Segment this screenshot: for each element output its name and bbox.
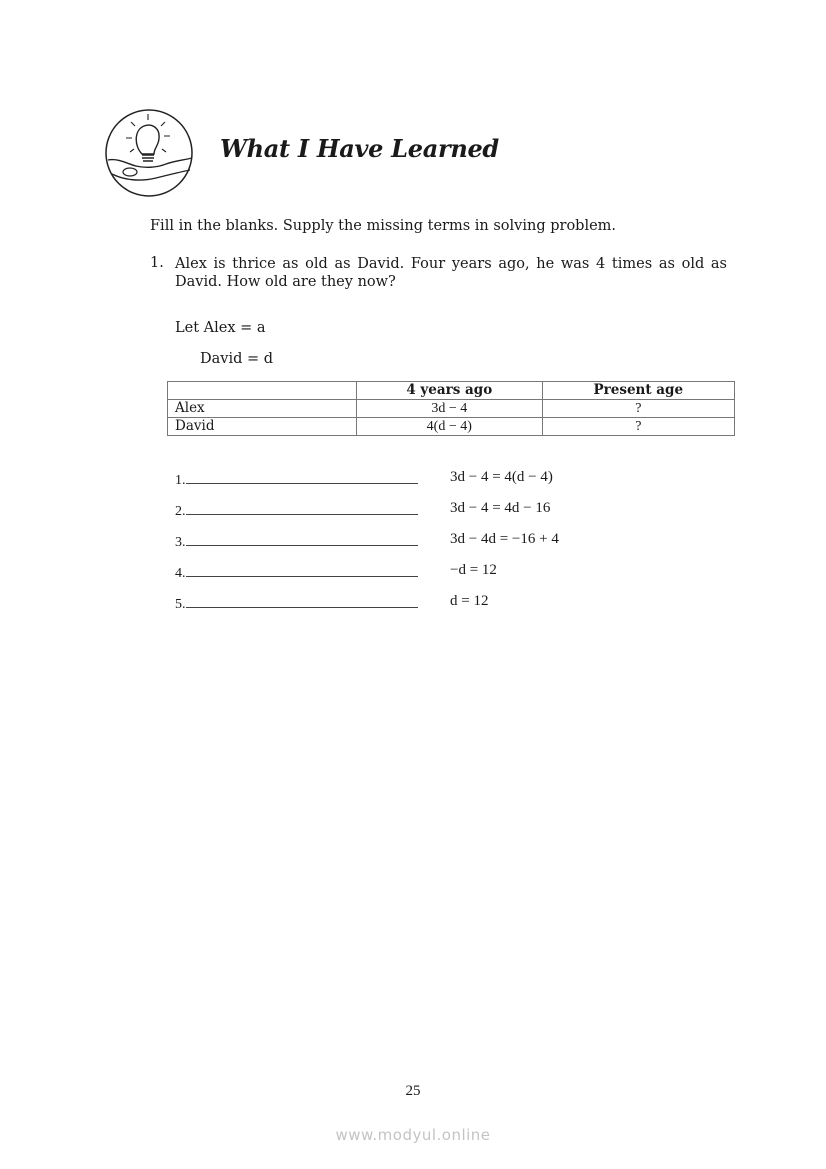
step-equation: 3d − 4d = −16 + 4 bbox=[450, 531, 559, 547]
table-row bbox=[168, 400, 735, 418]
step-label: 4. bbox=[175, 566, 186, 581]
instructions: Fill in the blanks. Supply the missing terms in solving problem. bbox=[150, 218, 617, 234]
step-blank[interactable] bbox=[175, 469, 418, 489]
step-blank[interactable] bbox=[175, 531, 418, 551]
let-alex: Let Alex = a bbox=[175, 320, 266, 336]
table-row bbox=[168, 418, 735, 436]
step-label: 5. bbox=[175, 597, 186, 612]
problem-number: 1. bbox=[150, 255, 164, 271]
blank-line[interactable] bbox=[186, 469, 418, 484]
step-label: 1. bbox=[175, 473, 186, 488]
step-equation: 3d − 4 = 4d − 16 bbox=[450, 500, 551, 516]
table-header: Present age bbox=[542, 382, 734, 400]
step-blank[interactable] bbox=[175, 593, 418, 613]
table-cell: ? bbox=[542, 418, 734, 436]
table-header bbox=[168, 382, 357, 400]
age-table bbox=[167, 381, 735, 436]
table-header: 4 years ago bbox=[357, 382, 543, 400]
blank-line[interactable] bbox=[186, 500, 418, 515]
lightbulb-in-hand-icon bbox=[104, 108, 194, 198]
table-header-row bbox=[168, 382, 735, 400]
step-equation: 3d − 4 = 4(d − 4) bbox=[450, 469, 553, 485]
step-equation: −d = 12 bbox=[450, 562, 497, 578]
table-cell: ? bbox=[542, 400, 734, 418]
step-blank[interactable] bbox=[175, 562, 418, 582]
table-cell: 4(d − 4) bbox=[357, 418, 543, 436]
step-blank[interactable] bbox=[175, 500, 418, 520]
section-title: What I Have Learned bbox=[220, 134, 499, 163]
step-label: 2. bbox=[175, 504, 186, 519]
blank-line[interactable] bbox=[186, 562, 418, 577]
table-cell: Alex bbox=[168, 400, 357, 418]
table-cell: David bbox=[168, 418, 357, 436]
step-label: 3. bbox=[175, 535, 186, 550]
problem-text: Alex is thrice as old as David. Four years ago, he was 4 times as old as David. How old are they now? bbox=[175, 256, 727, 290]
blank-line[interactable] bbox=[186, 593, 418, 608]
blank-line[interactable] bbox=[186, 531, 418, 546]
table-cell: 3d − 4 bbox=[357, 400, 543, 418]
watermark: www.modyul.online bbox=[335, 1126, 491, 1144]
page-number: 25 bbox=[405, 1083, 421, 1099]
let-david: David = d bbox=[200, 351, 274, 367]
step-equation: d = 12 bbox=[450, 593, 489, 609]
